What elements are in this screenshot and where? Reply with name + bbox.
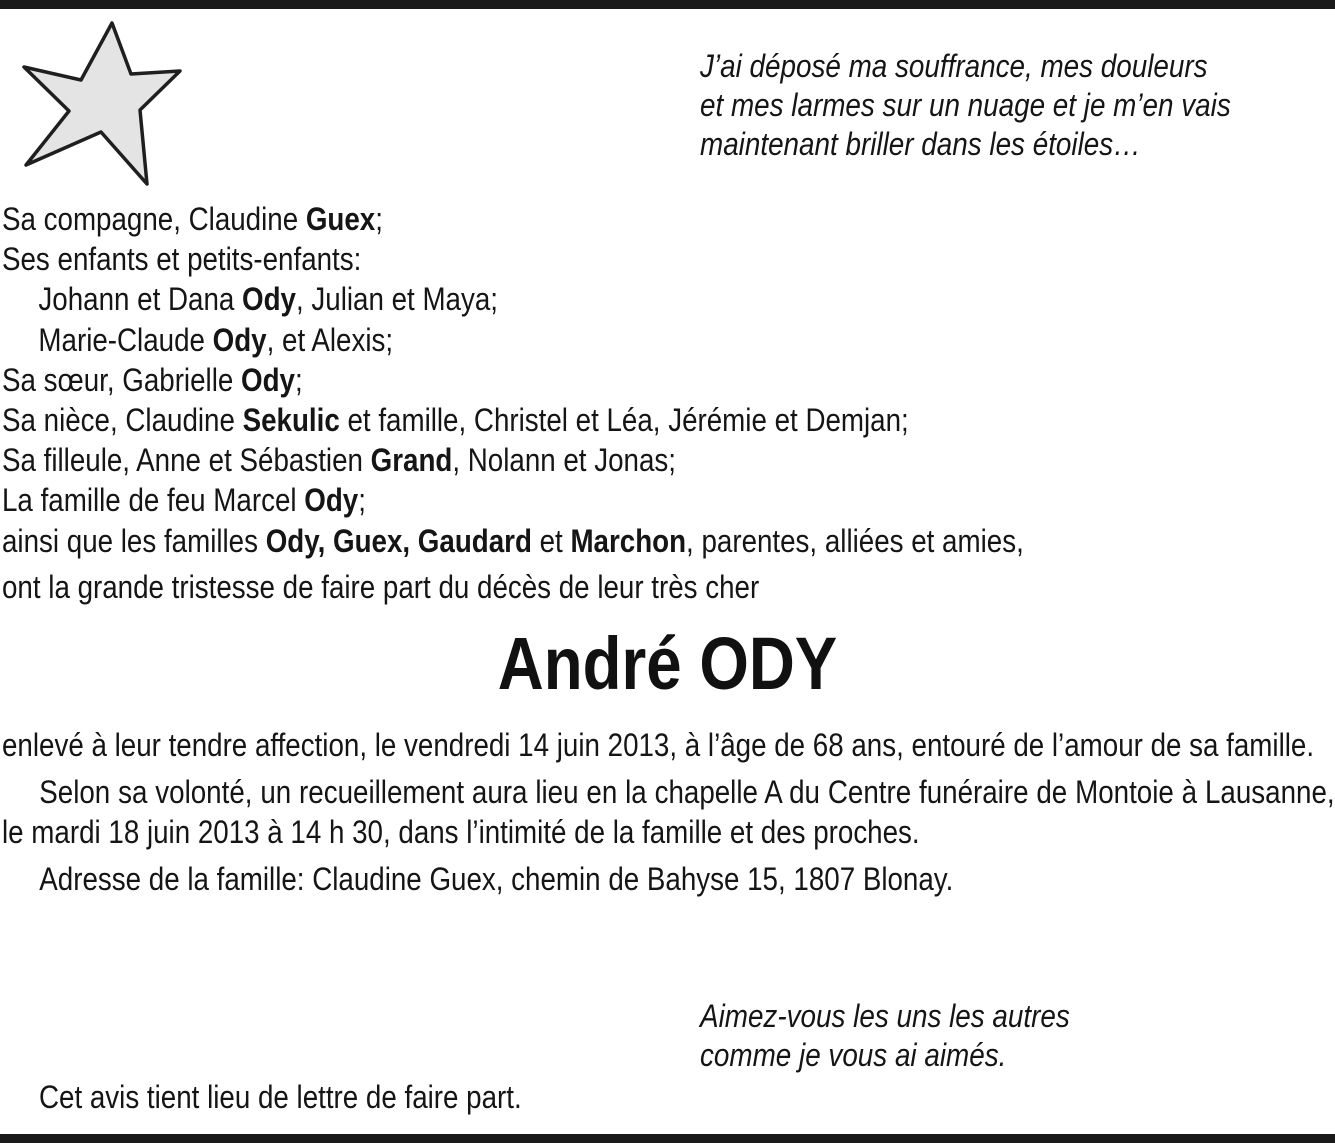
death-paragraph: enlevé à leur tendre affection, le vendredi 14 juin 2013, à l’âge de 68 ans, entouré de l’amour de sa famille.: [2, 727, 1315, 763]
family-text: , Julian et Maya;: [295, 281, 498, 318]
family-text: et famille, Christel et Léa, Jérémie et Demjan;: [339, 402, 909, 439]
family-line: [2, 320, 1303, 360]
family-text: ;: [358, 482, 366, 519]
family-text: Sa filleule, Anne et Sébastien: [2, 442, 371, 479]
closing-quote-line: comme je vous ai aimés.: [700, 1037, 1007, 1073]
closing-quote-line: Aimez-vous les uns les autres: [700, 998, 1070, 1034]
announcement: ont la grande tristesse de faire part du décès de leur très cher: [2, 568, 760, 605]
family-text: et: [531, 522, 571, 559]
family-surname: Guex: [305, 201, 376, 237]
family-surname: Grand: [370, 442, 453, 479]
family-line: [2, 279, 1303, 319]
family-surname: Sekulic: [242, 402, 340, 439]
family-text: ;: [375, 201, 383, 237]
family-text: , et Alexis;: [266, 321, 394, 358]
family-surname: Ody: [212, 321, 267, 358]
family-text: ;: [294, 361, 303, 398]
family-text: , parentes, alliées et amies,: [686, 522, 1024, 559]
family-text: Sa sœur, Gabrielle: [2, 361, 241, 398]
family-surname: Ody: [304, 482, 359, 519]
family-line: [2, 440, 1303, 480]
family-surname: Ody: [242, 281, 296, 318]
epigraph: [700, 47, 1248, 164]
bottom-rule: [0, 1134, 1335, 1143]
ceremony-paragraph: Selon sa volonté, un recueillement aura lieu en la chapelle A du Centre funéraire de Montoie à Lausanne, le mardi 18 juin 2013 à 14 h 30, dans l’intimité de la famille et des proches.: [2, 773, 1335, 850]
family-surname: Ody: [240, 361, 295, 398]
family-surname: Marchon: [570, 522, 687, 559]
top-rule: [0, 0, 1335, 9]
family-line: [2, 199, 1303, 239]
epigraph-line: et mes larmes sur un nuage et je m’en vais: [700, 87, 1231, 123]
footnote: Cet avis tient lieu de lettre de faire part.: [39, 1079, 522, 1115]
family-line: [2, 521, 1303, 561]
family-text: Sa nièce, Claudine: [2, 402, 243, 439]
family-line: [2, 480, 1303, 520]
closing-quote: [700, 997, 1309, 1075]
family-text: Johann et Dana: [38, 281, 243, 318]
family-text: Marie-Claude: [38, 321, 213, 358]
family-line: [2, 360, 1303, 400]
family-lines: [2, 199, 1303, 561]
family-text: ainsi que les familles: [2, 522, 266, 559]
epigraph-line: J’ai déposé ma souffrance, mes douleurs: [700, 48, 1208, 84]
star-icon: [18, 20, 184, 188]
notice-body: [2, 725, 1335, 899]
address-paragraph: Adresse de la famille: Claudine Guex, chemin de Bahyse 15, 1807 Blonay.: [39, 860, 954, 897]
family-text: Sa compagne, Claudine: [2, 201, 306, 237]
epigraph-line: maintenant briller dans les étoiles…: [700, 126, 1142, 162]
family-text: Ses enfants et petits-enfants:: [2, 241, 362, 278]
family-line: [2, 239, 1303, 279]
family-text: , Nolann et Jonas;: [452, 442, 676, 479]
deceased-name: André ODY: [497, 622, 838, 705]
family-text: La famille de feu Marcel: [2, 482, 305, 519]
family-line: [2, 400, 1303, 440]
family-surname: Ody, Guex, Gaudard: [265, 522, 532, 559]
family-list: [2, 199, 1303, 607]
